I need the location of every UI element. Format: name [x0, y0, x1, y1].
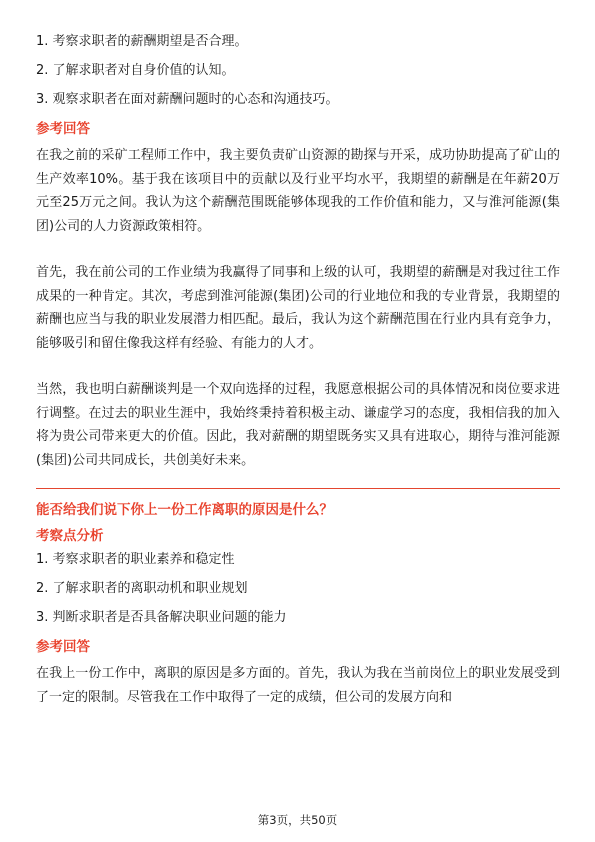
answer-paragraph: 当然，我也明白薪酬谈判是一个双向选择的过程，我愿意根据公司的具体情况和岗位要求进行调整。在过去的职业生涯中，我始终秉持着积极主动、谦虚学习的态度，我相信我的加入将为贵公司带来更大的价值。因此，我对薪酬的期望既务实又具有进取心，期待与淮河能源(集团)公司共同成长，共创美好未来。	[36, 382, 560, 468]
list-item: 2. 了解求职者的离职动机和职业规划	[36, 581, 248, 596]
analysis-list-1	[36, 33, 560, 109]
answer-heading-2: 参考回答	[36, 639, 90, 655]
list-item: 3. 观察求职者在面对薪酬问题时的心态和沟通技巧。	[36, 92, 339, 107]
list-item: 1. 考察求职者的薪酬期望是否合理。	[36, 34, 248, 49]
analysis-heading: 考察点分析	[36, 528, 104, 544]
list-item: 2. 了解求职者对自身价值的认知。	[36, 63, 235, 78]
analysis-list-2	[36, 551, 560, 627]
interview-question: 能否给我们说下你上一份工作离职的原因是什么？	[36, 502, 333, 518]
page-content	[36, 33, 560, 709]
section-divider	[36, 488, 560, 489]
page-number: 第3页，共50页	[257, 813, 338, 827]
answer-paragraph: 在我之前的采矿工程师工作中，我主要负责矿山资源的勘探与开采，成功协助提高了矿山的生产效率10%。基于我在该项目中的贡献以及行业平均水平，我期望的薪酬是在年薪20万元至25万元之间。我认为这个薪酬范围既能够体现我的工作价值和能力，又与淮河能源(集团)公司的人力资源政策相符。	[36, 148, 560, 234]
answer-paragraph: 在我上一份工作中，离职的原因是多方面的。首先，我认为我在当前岗位上的职业发展受到了一定的限制。尽管我在工作中取得了一定的成绩，但公司的发展方向和	[36, 666, 560, 705]
paragraph-spacer	[36, 238, 560, 261]
list-item: 1. 考察求职者的职业素养和稳定性	[36, 552, 235, 567]
answer-paragraph: 首先，我在前公司的工作业绩为我赢得了同事和上级的认可，我期望的薪酬是对我过往工作成果的一种肯定。其次，考虑到淮河能源(集团)公司的行业地位和我的专业背景，我期望的薪酬也应当与我的职业发展潜力相匹配。最后，我认为这个薪酬范围在行业内具有竞争力，能够吸引和留住像我这样有经验、有能力的人才。	[36, 265, 560, 351]
paragraph-spacer	[36, 355, 560, 378]
answer-heading-1: 参考回答	[36, 121, 90, 137]
list-item: 3. 判断求职者是否具备解决职业问题的能力	[36, 610, 287, 625]
